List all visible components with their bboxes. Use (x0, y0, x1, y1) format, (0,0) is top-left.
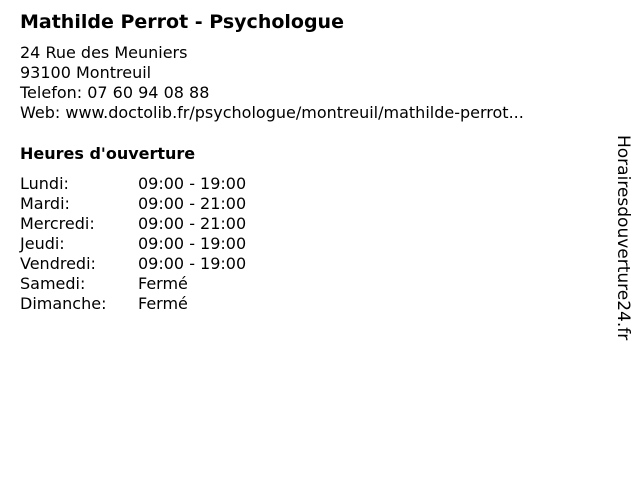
street-address: 24 Rue des Meuniers (20, 43, 188, 62)
day-label: Vendredi: (20, 254, 96, 273)
day-label: Jeudi: (20, 234, 65, 253)
day-hours: 09:00 - 19:00 (138, 174, 247, 193)
day-hours: Fermé (138, 294, 188, 313)
business-name: Mathilde Perrot - Psychologue (20, 11, 344, 33)
opening-hours-title: Heures d'ouverture (20, 144, 196, 163)
day-hours: 09:00 - 21:00 (138, 214, 247, 233)
day-label: Mardi: (20, 194, 70, 213)
day-hours: 09:00 - 21:00 (138, 194, 247, 213)
day-hours: Fermé (138, 274, 188, 293)
phone-number: Telefon: 07 60 94 08 88 (20, 83, 210, 102)
day-label: Dimanche: (20, 294, 107, 313)
day-label: Lundi: (20, 174, 69, 193)
site-brand-watermark: Horairesdouverture24.fr (613, 135, 633, 341)
contact-info (20, 43, 524, 123)
day-label: Samedi: (20, 274, 86, 293)
website-link[interactable]: Web: www.doctolib.fr/psychologue/montreuil/mathilde-perrot... (20, 103, 524, 122)
day-hours: 09:00 - 19:00 (138, 254, 247, 273)
city-postcode: 93100 Montreuil (20, 63, 152, 82)
day-label: Mercredi: (20, 214, 95, 233)
day-hours: 09:00 - 19:00 (138, 234, 247, 253)
